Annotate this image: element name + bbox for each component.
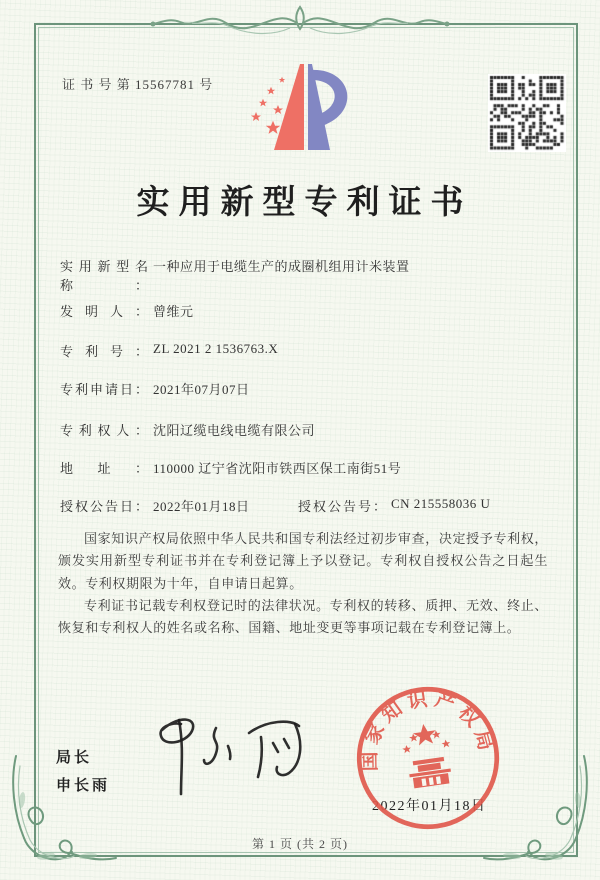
field-row-address (60, 458, 564, 477)
official-seal (343, 673, 512, 842)
cnipa-logo-icon (238, 58, 370, 162)
certificate-number: 证 书 号 第 15567781 号 (62, 77, 214, 92)
field-row-filing-date (60, 379, 564, 398)
legal-text-block (58, 528, 548, 640)
field-value: 2022年01月18日 (153, 499, 250, 514)
field-value: CN 215558036 U (391, 496, 491, 511)
signature-icon (148, 706, 310, 801)
field-grant-number (298, 496, 490, 515)
field-value: 2021年07月07日 (153, 382, 250, 397)
field-label: 专利权人： (60, 423, 148, 438)
signer-name: 申长雨 (56, 778, 111, 794)
field-row-grant (60, 496, 564, 515)
field-value: ZL 2021 2 1536763.X (153, 341, 279, 356)
field-label: 专利申请日： (60, 382, 148, 397)
seal-emblem-icon (399, 721, 456, 790)
field-label: 专利号： (60, 344, 148, 359)
field-row-utility-model-name (60, 256, 564, 294)
field-value: 沈阳辽缆电线电缆有限公司 (153, 423, 316, 438)
field-value: 曾维元 (153, 304, 194, 319)
field-row-inventor (60, 301, 564, 320)
field-label: 授权公告日： (60, 499, 148, 514)
qr-code (488, 74, 566, 152)
field-label: 实用新型名称： (60, 259, 148, 293)
body-paragraph-2: 专利证书记载专利权登记时的法律状况。专利权的转移、质押、无效、终止、恢复和专利权人的姓名或名称、国籍、地址变更等事项记载在专利登记簿上。 (58, 598, 548, 636)
field-value: 110000 辽宁省沈阳市铁西区保工南街51号 (153, 461, 402, 476)
certificate-title: 实用新型专利证书 (136, 185, 473, 221)
seal-date: 2022年01月18日 (372, 799, 487, 814)
field-label: 授权公告号： (298, 499, 386, 514)
top-flourish-ornament (150, 1, 450, 47)
field-row-patentee (60, 420, 564, 439)
field-value: 一种应用于电缆生产的成圈机组用计米装置 (153, 259, 410, 274)
field-label: 地址： (60, 461, 148, 476)
signer-title: 局长 (56, 750, 93, 766)
field-label: 发明人： (60, 304, 148, 319)
body-paragraph-1: 国家知识产权局依照中华人民共和国专利法经过初步审查，决定授予专利权，颁发实用新型专利证书并在专利登记簿上予以登记。专利权自授权公告之日起生效。专利权期限为十年，自申请日起算。 (58, 531, 548, 591)
bottom-left-flourish-ornament (2, 752, 120, 878)
field-row-patent-number (60, 341, 564, 360)
page-indicator: 第 1 页 (共 2 页) (252, 837, 348, 851)
seal-text: 国家知识产权局 (358, 687, 498, 772)
